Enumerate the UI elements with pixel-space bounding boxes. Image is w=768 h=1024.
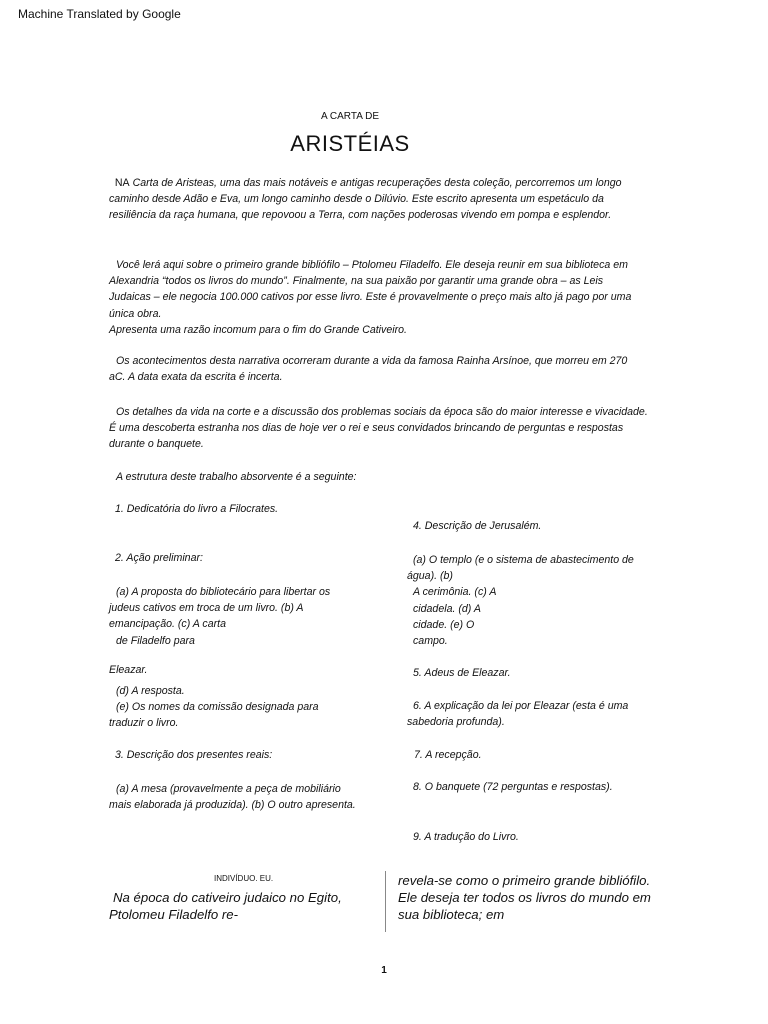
item-3-subitems [109, 781, 379, 813]
item-3: 3. Descrição dos presentes reais: [115, 749, 273, 761]
item-4-sub-2: água). (b) [407, 570, 453, 583]
para2-line-5: Apresenta uma razão incomum para o fim do Grande Cativeiro. [109, 323, 407, 336]
paragraph-events [109, 353, 669, 385]
title-subtitle: A CARTA DE [321, 111, 379, 122]
para4-line-1: Os detalhes da vida na corte e a discussão dos problemas sociais da época são do maior interesse e vivacidade. [116, 406, 648, 418]
item-2-subitems-2 [109, 683, 379, 732]
intro-paragraph [109, 175, 669, 224]
item-6-line-1: 6. A explicação da lei por Eleazar (esta é uma [413, 700, 629, 712]
column-divider [385, 871, 386, 932]
chapter-right-text [398, 872, 698, 923]
item-9: 9. A tradução do Livro. [413, 831, 519, 843]
intro-line-2: caminho desde Adão e Eva, um longo caminho desde o Dilúvio. Este escrito apresenta um espetáculo da [109, 193, 604, 206]
chapter-left-text [109, 889, 369, 923]
item-2: 2. Ação preliminar: [115, 552, 203, 564]
para2-line-3: Judaicas – ele negocia 100.000 cativos por esse livro. Este é provavelmente o preço mais alto já pago por uma [109, 291, 632, 304]
item-6-line-2: sabedoria profunda). [407, 716, 505, 729]
item-4-sub-5: cidade. (e) O [413, 618, 475, 631]
structure-intro: A estrutura deste trabalho absorvente é a seguinte: [116, 471, 357, 483]
para4-line-3: durante o banquete. [109, 438, 204, 451]
item-4-sub-3: A cerimônia. (c) A [413, 586, 497, 599]
para3-line-1: Os acontecimentos desta narrativa ocorreram durante a vida da famosa Rainha Arsínoe, que morreu em 270 [116, 355, 628, 367]
para4-line-2: É uma descoberta estranha nos dias de hoje ver o rei e seus convidados brincando de perguntas e respostas [109, 422, 624, 435]
item-3-sub-2: mais elaborada já produzida). (b) O outro apresenta. [109, 799, 356, 812]
chapter-right-line-1: revela-se como o primeiro grande bibliófilo. [398, 873, 651, 888]
item-8: 8. O banquete (72 perguntas e respostas). [413, 781, 613, 793]
item-2-sub-7: traduzir o livro. [109, 717, 179, 730]
item-2-subitems [109, 584, 379, 649]
item-6 [407, 698, 657, 730]
chapter-right-line-2: Ele deseja ter todos os livros do mundo em [398, 890, 651, 905]
page-number: 1 [381, 965, 387, 976]
intro-line-1: NA Carta de Aristeas, uma das mais notáveis e antigas recuperações desta coleção, percorremos um longo [114, 177, 622, 189]
item-4-sub-4: cidadela. (d) A [413, 602, 481, 615]
para2-line-2: Alexandria “todos os livros do mundo”. Finalmente, na sua paixão por garantir uma grande obra – as Leis [109, 275, 604, 288]
item-2-sub-3: emancipação. (c) A carta [109, 618, 226, 631]
page-title: ARISTÉIAS [290, 131, 410, 156]
item-4-sub-6: campo. [413, 635, 448, 648]
item-3-sub-1: (a) A mesa (provavelmente a peça de mobiliário [116, 783, 341, 795]
item-1: 1. Dedicatória do livro a Filocrates. [115, 503, 279, 515]
machine-translated-label: Machine Translated by Google [18, 7, 181, 21]
item-2-sub-6: (e) Os nomes da comissão designada para [116, 701, 319, 714]
eleazar-label: Eleazar. [109, 664, 148, 676]
item-2-sub-4: de Filadelfo para [116, 634, 195, 647]
paragraph-bibliophile [109, 257, 669, 338]
item-4: 4. Descrição de Jerusalém. [413, 520, 542, 532]
chapter-heading: INDIVÍDUO. EU. [214, 874, 274, 883]
item-7: 7. A recepção. [414, 749, 482, 761]
para3-line-2: aC. A data exata da escrita é incerta. [109, 371, 283, 384]
chapter-right-line-3: sua biblioteca; em [398, 907, 505, 922]
item-2-sub-2: judeus cativos em troca de um livro. (b) A [109, 602, 304, 615]
para2-line-4: única obra. [109, 307, 162, 320]
para2-line-1: Você lerá aqui sobre o primeiro grande bibliófilo – Ptolomeu Filadelfo. Ele deseja reunir em sua biblioteca em [116, 259, 628, 271]
item-5: 5. Adeus de Eleazar. [413, 667, 511, 679]
item-2-sub-1: (a) A proposta do bibliotecário para libertar os [116, 586, 331, 598]
item-4-sub-1: (a) O templo (e o sistema de abastecimento de [413, 554, 634, 566]
item-4-subitems [407, 552, 657, 649]
chapter-left-line-1: Na época do cativeiro judaico no Egito, [113, 890, 342, 905]
intro-line-3: resiliência da raça humana, que repovoou a Terra, com nações poderosas vivendo em pompa e esplendor. [109, 209, 612, 222]
chapter-left-line-2: Ptolomeu Filadelfo re- [109, 907, 239, 922]
item-2-sub-5: (d) A resposta. [116, 685, 185, 697]
intro-na: NA [114, 177, 130, 189]
paragraph-court-life [109, 404, 669, 453]
